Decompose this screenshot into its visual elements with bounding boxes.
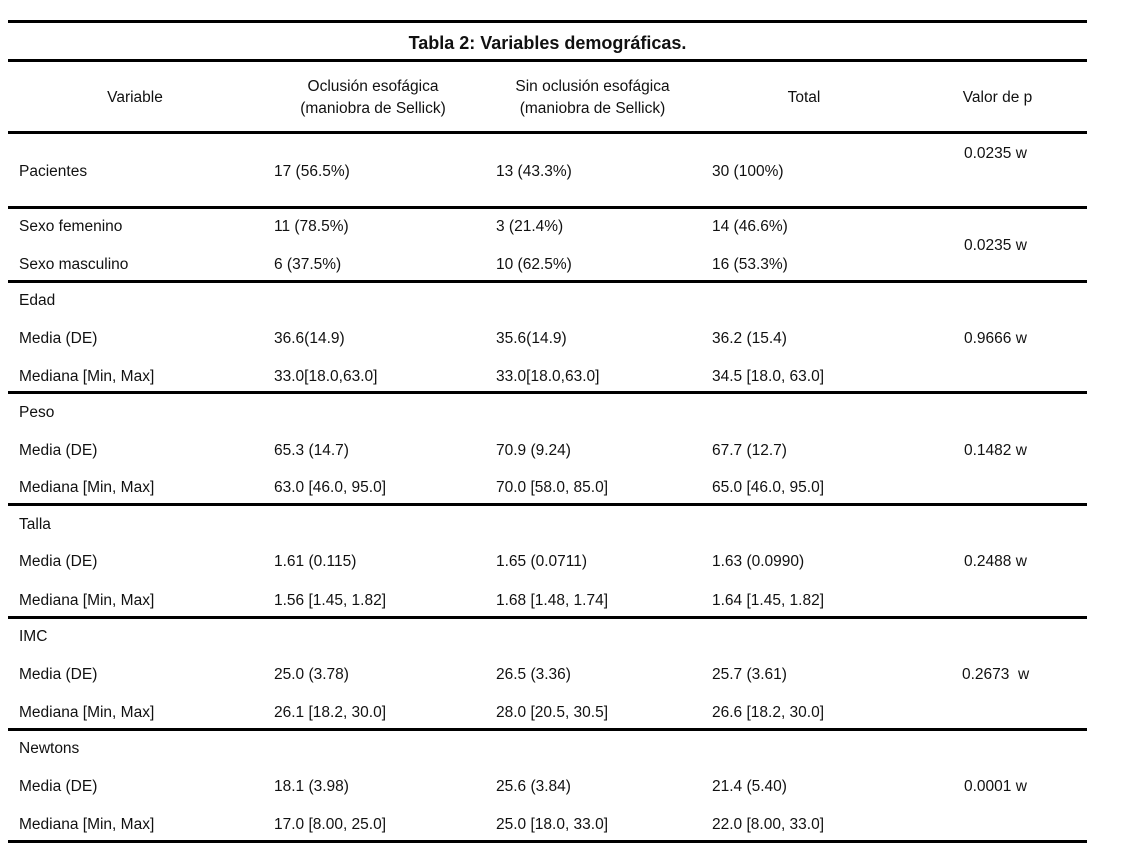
table-cell-total: 22.0 [8.00, 33.0]	[712, 816, 825, 833]
table-title: Tabla 2: Variables demográficas.	[408, 33, 687, 53]
table-cell-no-occlusion: 26.5 (3.36)	[496, 666, 571, 683]
table-cell-no-occlusion: 28.0 [20.5, 30.5]	[496, 704, 609, 721]
table-cell-occlusion: 33.0[18.0,63.0]	[274, 368, 378, 385]
table-cell-pvalue: 0.0001 w	[964, 778, 1027, 795]
header-no-occlusion	[480, 76, 705, 120]
table-cell-occlusion: 1.61 (0.115)	[274, 553, 357, 570]
table-cell-no-occlusion: 25.6 (3.84)	[496, 778, 571, 795]
table-row-label: Sexo femenino	[19, 218, 123, 235]
header-no-occlusion-line2: (maniobra de Sellick)	[519, 100, 666, 117]
group-heading: Newtons	[19, 740, 80, 757]
rule-group-4	[8, 503, 1087, 506]
table-cell-pvalue: 0.0235 w	[964, 145, 1027, 162]
table-row-label: Mediana [Min, Max]	[19, 592, 155, 609]
group-heading: IMC	[19, 628, 48, 645]
table-cell-pvalue: 0.1482 w	[964, 442, 1027, 459]
table-cell-no-occlusion: 1.68 [1.48, 1.74]	[496, 592, 609, 609]
table-cell-total: 16 (53.3%)	[712, 256, 788, 273]
table-cell-no-occlusion: 3 (21.4%)	[496, 218, 564, 235]
table-row-label: Pacientes	[19, 163, 88, 180]
table-row-label: Mediana [Min, Max]	[19, 479, 155, 496]
header-variable	[60, 87, 210, 109]
table-cell-occlusion: 63.0 [46.0, 95.0]	[274, 479, 387, 496]
table-cell-occlusion: 17 (56.5%)	[274, 163, 350, 180]
rule-header-bottom	[8, 131, 1087, 134]
table-cell-total: 36.2 (15.4)	[712, 330, 787, 347]
header-occlusion-line2: (maniobra de Sellick)	[300, 100, 446, 117]
table-cell-occlusion: 65.3 (14.7)	[274, 442, 349, 459]
rule-group-5	[8, 616, 1087, 619]
group-heading: Edad	[19, 292, 56, 309]
header-occlusion	[268, 76, 478, 120]
table-cell-no-occlusion: 35.6(14.9)	[496, 330, 567, 347]
table-cell-pvalue: 0.0235 w	[964, 237, 1027, 254]
table-cell-no-occlusion: 10 (62.5%)	[496, 256, 572, 273]
table-cell-occlusion: 6 (37.5%)	[274, 256, 342, 273]
header-total	[744, 87, 864, 109]
header-no-occlusion-line1: Sin oclusión esofágica	[515, 78, 670, 95]
table-row-label: Media (DE)	[19, 666, 98, 683]
table-cell-pvalue: 0.2673 w	[962, 666, 1030, 683]
table-cell-total: 21.4 (5.40)	[712, 778, 787, 795]
table-cell-no-occlusion: 33.0[18.0,63.0]	[496, 368, 600, 385]
table-cell-occlusion: 18.1 (3.98)	[274, 778, 349, 795]
table-cell-total: 14 (46.6%)	[712, 218, 788, 235]
header-total-label: Total	[787, 89, 821, 106]
table-cell-total: 25.7 (3.61)	[712, 666, 787, 683]
table-row-label: Mediana [Min, Max]	[19, 816, 155, 833]
group-heading: Peso	[19, 404, 55, 421]
table-cell-no-occlusion: 1.65 (0.0711)	[496, 553, 588, 570]
rule-group-6	[8, 728, 1087, 731]
header-occlusion-line1: Oclusión esofágica	[307, 78, 439, 95]
table-cell-occlusion: 25.0 (3.78)	[274, 666, 349, 683]
table-row-label: Media (DE)	[19, 778, 98, 795]
rule-bottom	[8, 840, 1087, 843]
rule-title-bottom	[8, 59, 1087, 62]
table-cell-no-occlusion: 13 (43.3%)	[496, 163, 572, 180]
table-row-label: Mediana [Min, Max]	[19, 368, 155, 385]
table-row-label: Media (DE)	[19, 442, 98, 459]
table-cell-pvalue: 0.2488 w	[964, 553, 1027, 570]
table-cell-total: 26.6 [18.2, 30.0]	[712, 704, 825, 721]
table-row-label: Mediana [Min, Max]	[19, 704, 155, 721]
header-variable-label: Variable	[107, 89, 163, 106]
table-cell-no-occlusion: 25.0 [18.0, 33.0]	[496, 816, 609, 833]
table-row-label: Media (DE)	[19, 553, 98, 570]
table-cell-total: 1.63 (0.0990)	[712, 553, 805, 570]
table-row-label: Sexo masculino	[19, 256, 129, 273]
table-cell-total: 65.0 [46.0, 95.0]	[712, 479, 825, 496]
rule-group-3	[8, 391, 1087, 394]
table-cell-total: 1.64 [1.45, 1.82]	[712, 592, 825, 609]
table-cell-occlusion: 1.56 [1.45, 1.82]	[274, 592, 387, 609]
table-cell-occlusion: 26.1 [18.2, 30.0]	[274, 704, 387, 721]
table-cell-total: 30 (100%)	[712, 163, 784, 180]
table-cell-occlusion: 11 (78.5%)	[274, 218, 349, 235]
header-pvalue-label: Valor de p	[962, 89, 1033, 106]
table-cell-occlusion: 36.6(14.9)	[274, 330, 345, 347]
rule-group-2	[8, 280, 1087, 283]
table-row-label: Media (DE)	[19, 330, 98, 347]
group-heading: Talla	[19, 516, 51, 533]
table-cell-pvalue: 0.9666 w	[964, 330, 1027, 347]
table-cell-total: 34.5 [18.0, 63.0]	[712, 368, 825, 385]
header-pvalue	[930, 87, 1065, 109]
table-cell-no-occlusion: 70.9 (9.24)	[496, 442, 571, 459]
table-cell-no-occlusion: 70.0 [58.0, 85.0]	[496, 479, 609, 496]
table-cell-total: 67.7 (12.7)	[712, 442, 787, 459]
table-cell-occlusion: 17.0 [8.00, 25.0]	[274, 816, 387, 833]
rule-group-1	[8, 206, 1087, 209]
rule-top	[8, 20, 1087, 23]
